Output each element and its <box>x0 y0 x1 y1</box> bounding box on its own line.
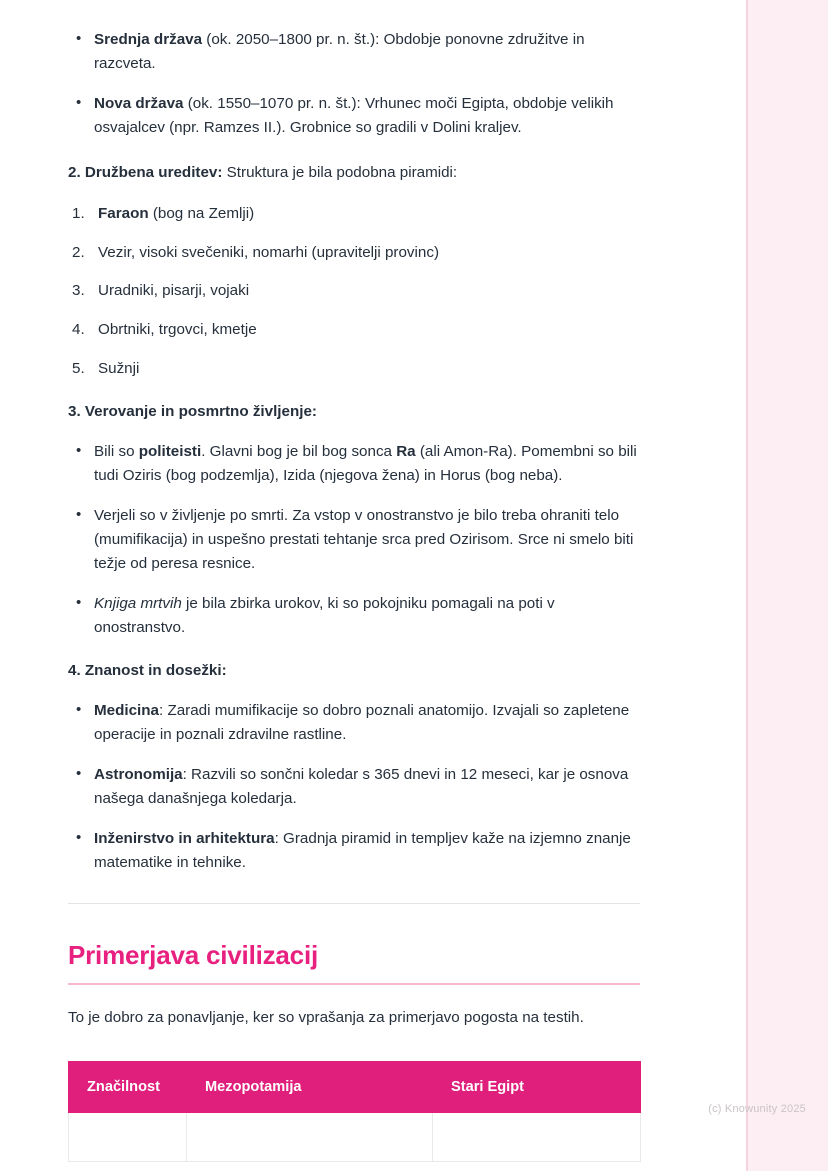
table-header-cell: Mezopotamija <box>187 1062 433 1113</box>
bullet-post: (ali Amon-Ra). Pomembni so bili tudi Oziris (bog podzemlja), Izida (njegova žena) in Horus (bog neba). <box>94 442 637 484</box>
bullet-pre: Verjeli so v življenje po smrti. Za vstop v onostranstvo je bilo treba ohraniti telo (mumifikacija) in uspešno prestati tehtanje srca pred Ozirisom. Srce ni smelo biti težje od peresa resnice. <box>94 506 634 572</box>
bullet-lead: Srednja država <box>94 31 203 48</box>
top-bullet-list <box>68 28 640 140</box>
section-2-rest: Struktura je bila podobna piramidi: <box>222 164 458 182</box>
watermark: (c) Knowunity 2025 <box>708 1103 806 1115</box>
bullet-rest: : Gradnja piramid in templjev kaže na izjemno znanje matematike in tehnike. <box>94 829 631 871</box>
list-item <box>68 242 640 265</box>
table-header-row <box>69 1062 641 1113</box>
page-title: Primerjava civilizacij <box>68 939 318 970</box>
item-rest: (bog na Zemlji) <box>148 204 255 222</box>
list-item <box>68 592 640 640</box>
bullet-rest: : Zaradi mumifikacije so dobro poznali anatomijo. Izvajali so zapletene operacije in poznali zdravilne rastline. <box>94 701 630 743</box>
list-item <box>68 827 640 875</box>
section-4-lead: 4. Znanost in dosežki: <box>68 661 227 679</box>
table-cell <box>69 1113 187 1162</box>
bullet-lead: Nova država <box>94 95 184 113</box>
list-item <box>68 203 640 226</box>
item-rest: Sužnji <box>98 360 140 378</box>
bullet-rest: (ok. 1550–1070 pr. n. št.): Vrhunec moči Egipta, obdobje velikih osvajalcev (npr. Ramzes II.). Grobnice so gradili v Dolini kraljev. <box>94 95 614 137</box>
bullet-italic: Knjiga mrtvih <box>94 594 182 612</box>
bullet-post: je bila zbirka urokov, ki so pokojniku pomagali na poti v onostranstvo. <box>94 594 555 636</box>
bullet-rest: : Razvili so sončni koledar s 365 dnevi in 12 meseci, kar je osnova našega današnjega koledarja. <box>94 765 629 807</box>
item-rest: Vezir, visoki svečeniki, nomarhi (upravitelji provinc) <box>98 243 439 261</box>
bullet-mid: . Glavni bog je bil bog sonca <box>201 442 397 460</box>
bullet-pre: Bili so <box>94 442 139 460</box>
bullet-bold: politeisti <box>138 442 202 460</box>
document-content <box>68 28 640 1162</box>
bullet-bold-2: Ra <box>396 442 416 460</box>
list-item <box>68 763 640 811</box>
bullet-lead: Astronomija <box>94 765 183 783</box>
social-structure-list <box>68 203 640 381</box>
section-4-heading <box>68 660 640 683</box>
list-item <box>68 280 640 303</box>
decorative-right-divider <box>746 0 748 1171</box>
section-3-heading <box>68 401 640 424</box>
item-lead: Faraon <box>98 204 149 222</box>
bullet-rest: (ok. 2050–1800 pr. n. št.): Obdobje ponovne združitve in razcveta. <box>94 31 585 73</box>
list-item <box>68 504 640 576</box>
list-item <box>68 358 640 381</box>
table-header-cell: Stari Egipt <box>433 1062 641 1113</box>
beliefs-bullet-list <box>68 440 640 640</box>
section-2-lead: 2. Družbena ureditev: <box>68 164 223 182</box>
list-item <box>68 92 640 140</box>
list-item <box>68 319 640 342</box>
list-item <box>68 440 640 488</box>
bullet-lead: Medicina <box>94 701 159 719</box>
list-item <box>68 28 640 76</box>
item-rest: Obrtniki, trgovci, kmetje <box>98 321 257 339</box>
bullet-lead: Inženirstvo in arhitektura <box>94 829 275 847</box>
section-2-heading <box>68 162 640 185</box>
list-item <box>68 699 640 747</box>
science-bullet-list <box>68 699 640 875</box>
table-cell <box>433 1113 641 1162</box>
section-3-lead: 3. Verovanje in posmrtno življenje: <box>68 402 317 420</box>
comparison-table <box>68 1061 641 1162</box>
table-row <box>69 1113 641 1162</box>
section-divider <box>68 903 640 904</box>
table-header-cell: Značilnost <box>69 1062 187 1113</box>
comparison-intro: To je dobro za ponavljanje, ker so vprašanja za primerjavo pogosta na testih. <box>68 1008 584 1026</box>
title-underline <box>68 983 640 985</box>
table-cell <box>187 1113 433 1162</box>
item-rest: Uradniki, pisarji, vojaki <box>98 282 250 300</box>
decorative-right-strip <box>748 0 828 1171</box>
